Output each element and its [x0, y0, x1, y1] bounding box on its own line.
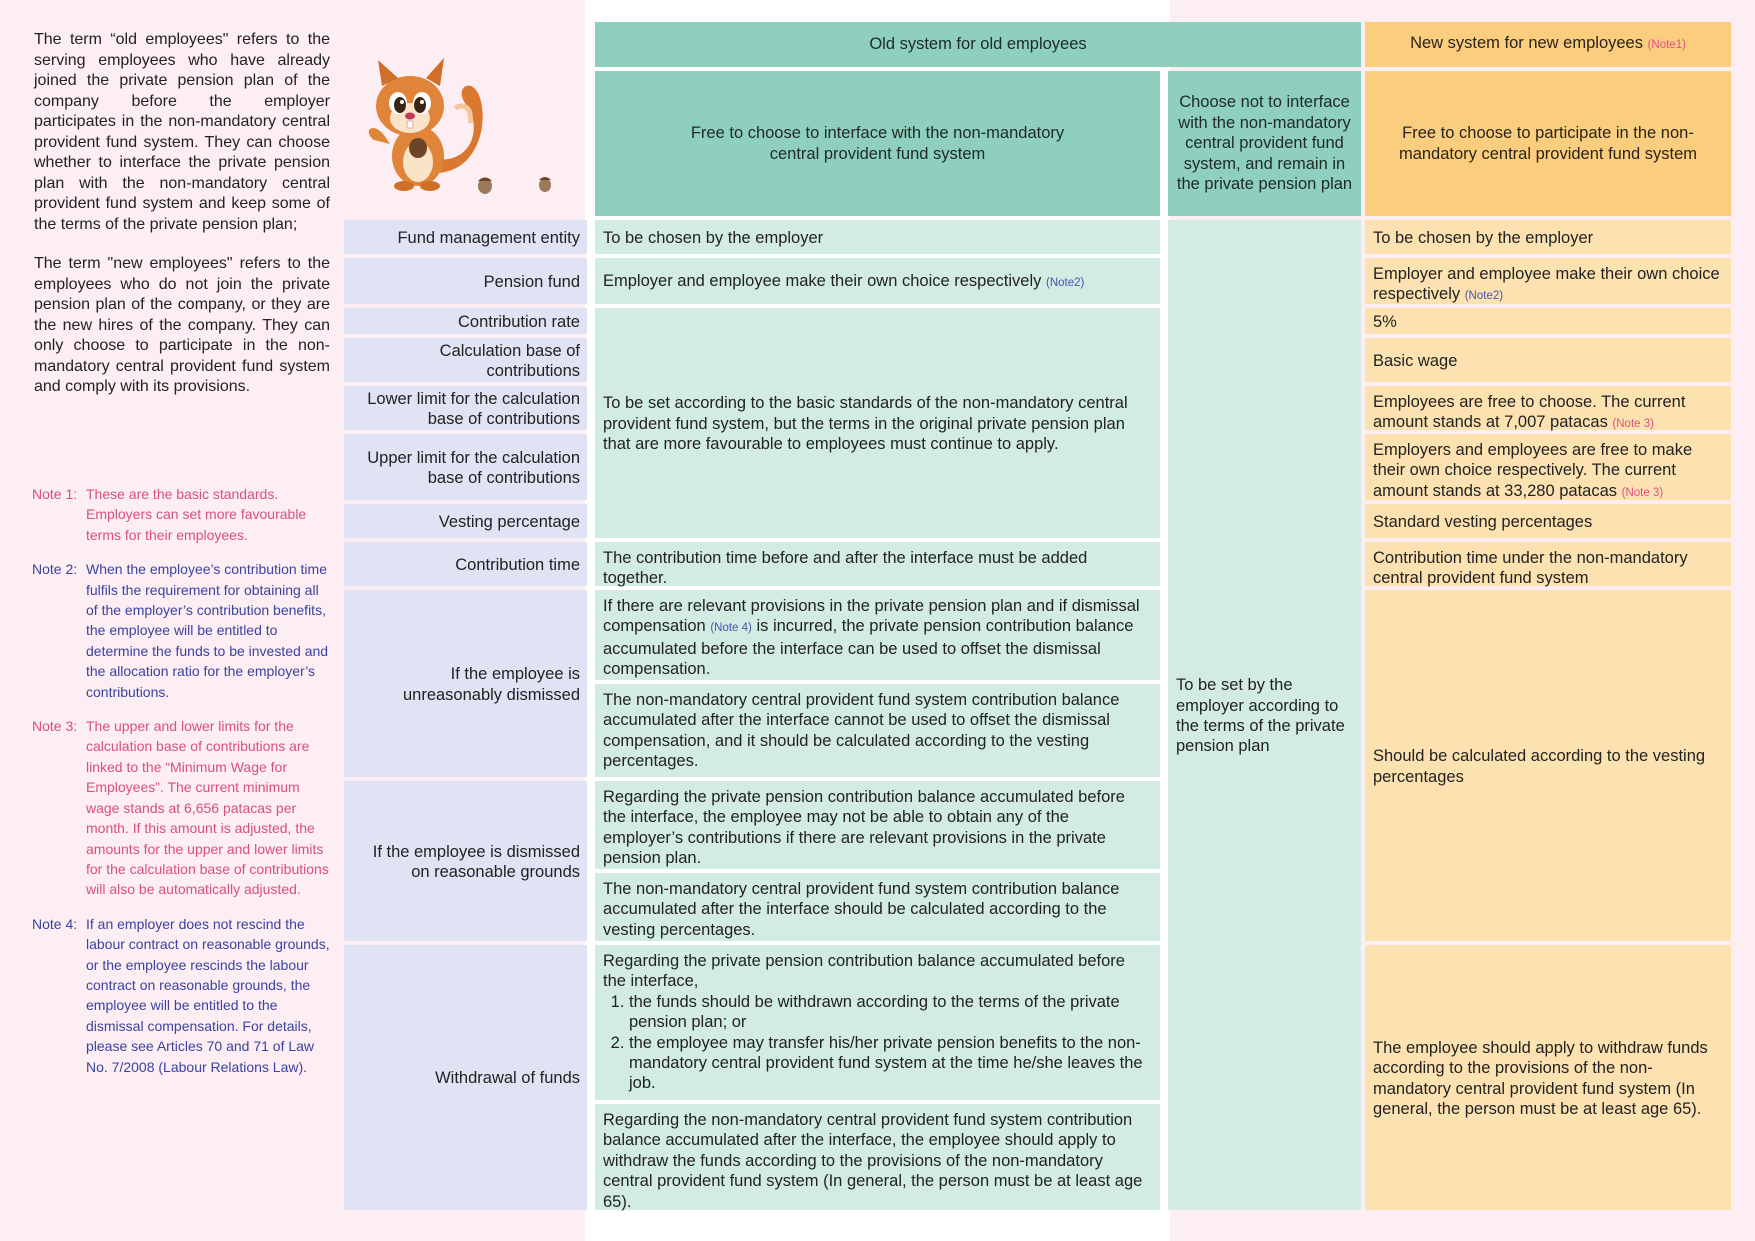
cell-text [1373, 265, 1720, 303]
new-participate-subheader-text: Free to choose to participate in the non-mandatory central provident fund system [1398, 124, 1698, 163]
cell-main-text-2: is incurred, the private pension contribution balance accumulated before the interface can be used to offset the dismissal compensation. [603, 617, 1134, 679]
cell-main-text: Employers and employees are free to make their own choice respectively. The current amount stands at 33,280 patacas [1373, 441, 1693, 500]
old-interface-subheader-text: Free to choose to interface with the non-mandatory central provident fund system [690, 124, 1065, 163]
note-text: The upper and lower limits for the calculation base of contributions are linked to the “Minimum Wage for Employees”. The current minimum wage stands at 6,656 patacas per month. If this amount is adjusted, the amounts for the upper and lower limits for the calculation base of contributions will also be automatically adjusted. [86, 718, 329, 898]
new-system-note-ref: (Note1) [1647, 39, 1686, 51]
note-1 [32, 484, 330, 545]
withdrawal-option: 1. the funds should be withdrawn according to the terms of the private pension plan; or [629, 992, 1152, 1033]
row-label-unreasonable-dismissal [344, 590, 587, 777]
old-system-header-text: Old system for old employees [869, 35, 1087, 54]
old-reasonable-before-cell [595, 781, 1160, 869]
note-ref: (Note 3) [1612, 418, 1654, 431]
cell-text: Regarding the non-mandatory central provident fund system contribution balance accumulated after the interface, the employee should apply to withdraw the funds according to the provisions of the non-mandatory central provident fund system (In general, the person must be at least age 65). [603, 1111, 1143, 1211]
cell-main-text: If there are relevant provisions in the private pension plan and if dismissal compensation [603, 597, 1140, 636]
cell-main-text: Employer and employee make their own choice respectively [603, 271, 1042, 290]
row-label-text: Vesting percentage [438, 512, 580, 531]
old-employees-definition: The term “old employees" refers to the serving employees who have already joined the private pension plan of the company before the employer participates in the non-mandatory central provident fund system. They can choose whether to interface the private pension plan with the non-mandatory central provident fund system and keep some of the terms of the private pension plan; [34, 31, 330, 233]
note-text: When the employee’s contribution time fulfils the requirement for obtaining all of the employer’s contribution benefits, the employee will be entitled to determine the funds to be invested and the allocation ratio for the employer’s contributions. [86, 561, 329, 700]
new-contribution-time-cell [1365, 542, 1731, 586]
note-text: If an employer does not rescind the labour contract on reasonable grounds, or the employee rescinds the labour contract on reasonable grounds, the employee will be entitled to the dismissal compensation. For details, please see Articles 70 and 71 of Law No. 7/2008 (Labour Relations Law). [86, 915, 330, 1075]
note-ref: (Note2) [1464, 290, 1504, 303]
new-system-header [1365, 22, 1731, 67]
new-vesting-cell [1365, 504, 1731, 538]
old-system-header [595, 22, 1361, 67]
cell-text: The employee should apply to withdraw funds according to the provisions of the non-mandatory central provident fund system (In general, the person must be at least age 65). [1373, 1038, 1708, 1118]
cell-text [603, 597, 1140, 678]
note-ref: (Note 4) [710, 622, 752, 635]
cell-text [603, 271, 1084, 293]
note-4 [32, 914, 330, 1077]
cell-text: The non-mandatory central provident fund system contribution balance accumulated after the interface cannot be used to offset the dismissal compensation, and it should be calculated according to the vesting percentages. [603, 691, 1120, 771]
cell-text: Contribution time under the non-mandatory central provident fund system [1373, 549, 1688, 588]
new-upper-limit-cell [1365, 434, 1731, 500]
row-label-text: Withdrawal of funds [435, 1069, 580, 1088]
new-pension-fund-cell [1365, 258, 1731, 304]
withdrawal-intro: Regarding the private pension contribution balance accumulated before the interface, [603, 952, 1125, 991]
row-label-pension-fund [344, 258, 587, 304]
cell-text [1373, 441, 1692, 500]
row-label-fund-management [344, 220, 587, 254]
cell-text: The contribution time before and after the interface must be added together. [603, 549, 1088, 588]
row-label-text: If the employee is dismissed on reasonable grounds [372, 842, 580, 881]
note-3 [32, 716, 330, 900]
old-unreasonable-before-cell [595, 590, 1160, 680]
new-calculation-base-cell [1365, 338, 1731, 382]
cell-text: The non-mandatory central provident fund system contribution balance accumulated after the interface should be calculated according to the vesting percentages. [603, 880, 1120, 939]
old-contribution-time-cell [595, 542, 1160, 586]
row-label-calculation-base [344, 338, 587, 382]
withdrawal-option: 2. the employee may transfer his/her private pension benefits to the non-mandatory central provident fund system at the time he/she leaves the job. [629, 1033, 1152, 1094]
row-label-upper-limit [344, 434, 587, 500]
row-label-text: Fund management entity [397, 228, 580, 247]
new-fund-management-cell [1365, 220, 1731, 254]
withdrawal-options-list [603, 992, 1152, 1094]
row-label-text: Calculation base of contributions [439, 341, 580, 380]
cell-text: To be set according to the basic standards of the non-mandatory central provident fund system, but the terms in the original private pension plan that are more favourable to employees must continue to apply. [603, 394, 1128, 454]
squirrel-mascot-icon [360, 48, 560, 208]
new-participate-subheader [1365, 71, 1731, 216]
old-withdrawal-before-cell [595, 945, 1160, 1100]
cell-text: Standard vesting percentages [1373, 512, 1593, 531]
old-interface-subheader [595, 71, 1160, 216]
cell-main-text: Employer and employee make their own choice respectively [1373, 265, 1720, 304]
note-label: Note 3: [32, 718, 78, 735]
new-lower-limit-cell [1365, 386, 1731, 430]
old-fund-management-cell [595, 220, 1160, 254]
row-label-lower-limit [344, 386, 587, 430]
row-label-text: Contribution time [455, 555, 580, 574]
note-2 [32, 559, 330, 702]
old-standards-merged-cell [595, 308, 1160, 538]
row-label-text: Contribution rate [458, 312, 580, 331]
row-label-text: If the employee is unreasonably dismissed [402, 665, 580, 704]
new-employees-definition: The term "new employees" refers to the employees who do not join the private pension plan of the company, or they are the new hires of the company. They can only choose to participate in the non-mandatory central provident fund system and comply with its provisions. [34, 255, 330, 395]
cell-text [1373, 393, 1685, 431]
old-no-interface-subheader-text: Choose not to interface with the non-mandatory central provident fund system, and remain in the private pension plan [1176, 93, 1353, 194]
old-pension-fund-cell [595, 258, 1160, 304]
old-no-interface-body-cell [1168, 220, 1361, 1210]
row-label-contribution-time [344, 542, 587, 586]
cell-text: Regarding the private pension contribution balance accumulated before the interface, the employee may not be able to obtain any of the employer’s contributions if there are relevant provisions in the private pension plan. [603, 788, 1125, 868]
cell-text: To be chosen by the employer [1373, 228, 1594, 247]
row-label-vesting [344, 504, 587, 538]
notes-list [32, 484, 330, 1091]
note-label: Note 1: [32, 486, 78, 502]
row-label-withdrawal [344, 945, 587, 1210]
cell-text: To be chosen by the employer [603, 228, 824, 247]
intro-definitions [34, 30, 330, 417]
note-text: These are the basic standards. Employers can set more favourable terms for their employees. [86, 486, 307, 543]
old-withdrawal-after-cell [595, 1104, 1160, 1210]
new-system-header-label: New system for new employees [1410, 34, 1643, 52]
new-system-header-text [1410, 34, 1686, 55]
row-label-text: Upper limit for the calculation base of contributions [367, 448, 580, 487]
old-reasonable-after-cell [595, 873, 1160, 941]
cell-text: To be set by the employer according to the terms of the private pension plan [1176, 676, 1345, 756]
cell-text: Should be calculated according to the vesting percentages [1373, 747, 1706, 786]
old-no-interface-subheader [1168, 71, 1361, 216]
cell-main-text: Employees are free to choose. The current amount stands at 7,007 patacas [1373, 393, 1686, 432]
note-label: Note 2: [32, 561, 78, 578]
row-label-text: Lower limit for the calculation base of contributions [367, 389, 580, 428]
new-contribution-rate-cell [1365, 308, 1731, 334]
cell-text: 5% [1373, 312, 1397, 331]
old-unreasonable-after-cell [595, 684, 1160, 777]
note-label: Note 4: [32, 915, 78, 932]
row-label-contribution-rate [344, 308, 587, 334]
note-ref: (Note 3) [1621, 486, 1664, 499]
new-dismissal-cell [1365, 590, 1731, 941]
row-label-text: Pension fund [483, 272, 580, 291]
new-withdrawal-cell [1365, 945, 1731, 1210]
cell-text: Basic wage [1373, 351, 1458, 370]
note-ref: (Note2) [1045, 276, 1085, 289]
row-label-reasonable-dismissal [344, 781, 587, 941]
